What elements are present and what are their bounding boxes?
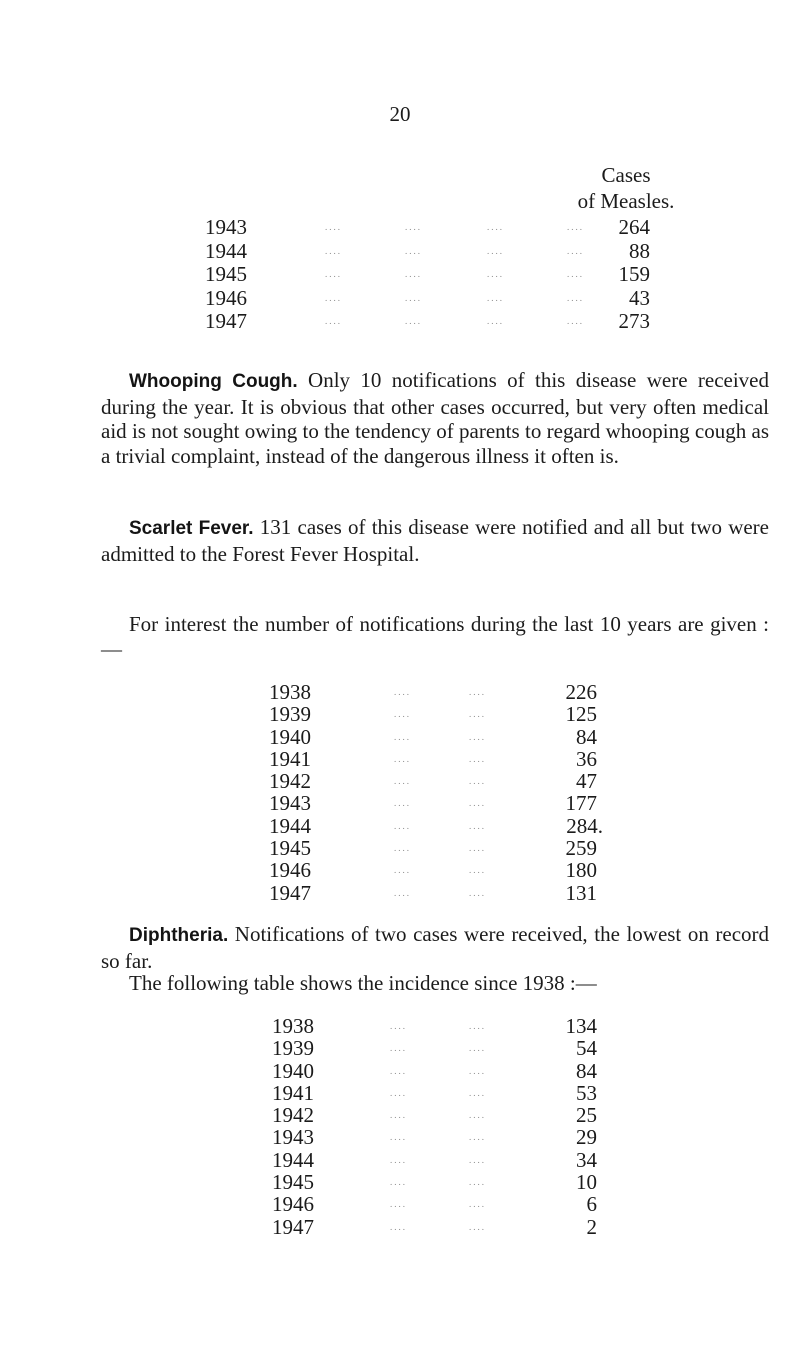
diphtheria-text: Notifications of two cases were received, the lowest on record so far. [101,922,770,973]
row-year: 1946 [272,1192,314,1217]
table-row [269,703,597,725]
table-row [269,681,597,703]
leader-dots: .... [469,1154,486,1165]
row-value: 259 [565,836,597,861]
diphtheria-paragraph [101,922,769,973]
leader-dots: .... [469,1065,486,1076]
leader-dots: .... [390,1021,407,1031]
scarlet-fever-table [269,680,603,905]
table-row [272,1015,597,1037]
leader-dots: .... [469,776,486,787]
diphtheria-heading: Diphtheria. [129,925,229,946]
leader-dots: .... [469,1199,486,1210]
row-year: 1944 [269,813,311,838]
row-value: 47 [576,769,597,794]
leader-dots: .... [567,316,584,326]
leader-dots: .... [469,1132,486,1143]
row-value: 273 [618,309,650,333]
row-year: 1945 [205,262,247,286]
row-value: 88 [629,238,650,263]
row-year: 1944 [205,238,247,263]
leader-dots: .... [567,222,584,232]
table-row [272,1060,597,1082]
row-year: 1941 [269,746,311,771]
leader-dots: .... [469,709,486,720]
row-year: 1941 [272,1080,314,1105]
leader-dots: .... [390,1221,407,1232]
row-year: 1940 [272,1058,314,1083]
leader-dots: .... [405,222,422,232]
row-value: 29 [576,1125,597,1150]
table-row [269,726,597,748]
leader-dots: .... [469,753,486,764]
row-value: 84 [576,1058,597,1083]
row-value: 84 [576,724,597,749]
table-row [205,240,650,264]
leader-dots: .... [487,222,504,232]
table-row [272,1171,597,1193]
row-value: 177 [565,791,597,816]
row-year: 1939 [272,1036,314,1061]
table-row [205,216,650,240]
leader-dots: .... [469,731,486,742]
table-row [272,1216,597,1238]
leader-dots: .... [487,269,504,279]
measles-column-header [566,162,686,214]
leader-dots: .... [487,316,504,326]
row-year: 1947 [272,1214,314,1239]
whooping-cough-heading: Whooping Cough. [129,371,298,392]
row-value: 134 [565,1014,597,1038]
row-year: 1944 [272,1147,314,1172]
leader-dots: .... [325,269,342,279]
leader-dots: .... [390,1132,407,1143]
leader-dots: .... [405,245,422,256]
leader-dots: .... [390,1110,407,1121]
leader-dots: .... [469,687,486,697]
scarlet-fever-paragraph [101,515,769,566]
leader-dots: .... [469,1087,486,1098]
row-year: 1947 [269,880,311,905]
table-row [269,792,597,814]
row-year: 1943 [272,1125,314,1150]
leader-dots: .... [469,798,486,809]
leader-dots: .... [567,245,584,256]
leader-dots: .... [469,887,486,898]
row-value: 125 [565,702,597,727]
leader-dots: .... [325,245,342,256]
table-row [272,1126,597,1148]
row-year: 1945 [269,836,311,861]
row-value: 131 [565,880,597,905]
row-value: 180 [565,858,597,883]
row-year: 1939 [269,702,311,727]
table-row [269,859,597,881]
row-year: 1943 [269,791,311,816]
table-row [272,1193,597,1215]
leader-dots: .... [394,843,411,854]
row-value: 159 [618,262,650,286]
leader-dots: .... [394,865,411,876]
leader-dots: .... [469,843,486,854]
row-value: 6 [586,1192,597,1217]
leader-dots: .... [394,753,411,764]
leader-dots: .... [487,245,504,256]
table-row [269,748,597,770]
leader-dots: .... [469,820,486,831]
row-value: 54 [576,1036,597,1061]
leader-dots: .... [394,798,411,809]
leader-dots: .... [469,1043,486,1054]
table-row [272,1082,597,1104]
leader-dots: .... [405,316,422,326]
leader-dots: .... [405,269,422,279]
leader-dots: .... [390,1154,407,1165]
table-row [272,1104,597,1126]
leader-dots: .... [469,1110,486,1121]
whooping-cough-text: Only 10 notifications of this disease were received during the year. It is obvious that other cases occurred, but very often medical aid is not sought owing to the tendency of parents to regard whooping cough as a trivial complaint, instead of the dangerous illness it often is. [101,368,769,468]
row-value: 284. [566,813,603,838]
measles-header-line2: of Measles. [577,189,675,213]
table-row [269,813,603,838]
row-year: 1945 [272,1170,314,1195]
leader-dots: .... [390,1087,407,1098]
leader-dots: .... [567,269,584,279]
leader-dots: .... [394,709,411,720]
row-year: 1946 [269,858,311,883]
row-value: 226 [565,680,597,704]
table-row [272,1037,597,1059]
row-value: 34 [576,1147,597,1172]
leader-dots: .... [390,1043,407,1054]
table-row [269,770,597,792]
leader-dots: .... [394,887,411,898]
leader-dots: .... [469,1177,486,1188]
row-value: 36 [576,746,597,771]
leader-dots: .... [325,316,342,326]
table-row [269,837,597,859]
leader-dots: .... [469,1221,486,1232]
leader-dots: .... [325,222,342,232]
row-year: 1938 [269,680,311,704]
scarlet-fever-intro: For interest the number of notifications during the last 10 years are given :— [101,612,769,661]
row-value: 10 [576,1170,597,1195]
leader-dots: .... [469,1021,486,1031]
table-row [205,310,650,334]
row-year: 1943 [205,215,247,239]
table-row [205,287,650,311]
scarlet-fever-text: 131 cases of this disease were notified and all but two were admitted to the Forest Fever Hospital. [101,515,769,566]
row-year: 1942 [272,1103,314,1128]
row-year: 1947 [205,309,247,333]
leader-dots: .... [405,292,422,303]
row-year: 1940 [269,724,311,749]
row-value: 25 [576,1103,597,1128]
leader-dots: .... [394,820,411,831]
row-year: 1946 [205,285,247,310]
whooping-cough-paragraph [101,368,769,468]
leader-dots: .... [394,776,411,787]
leader-dots: .... [390,1065,407,1076]
leader-dots: .... [394,687,411,697]
page-number: 20 [389,102,411,126]
scarlet-fever-heading: Scarlet Fever. [129,518,254,539]
measles-table [205,216,650,334]
leader-dots: .... [567,292,584,303]
table-row [272,1149,597,1171]
row-value: 53 [576,1080,597,1105]
table-row [205,263,650,287]
row-year: 1942 [269,769,311,794]
leader-dots: .... [394,731,411,742]
row-year: 1938 [272,1014,314,1038]
row-value: 43 [629,285,650,310]
diphtheria-intro: The following table shows the incidence since 1938 :— [129,971,597,995]
row-value: 264 [618,215,650,239]
leader-dots: .... [469,865,486,876]
row-value: 2 [586,1214,597,1239]
measles-header-line1: Cases [601,163,651,187]
leader-dots: .... [390,1177,407,1188]
leader-dots: .... [325,292,342,303]
leader-dots: .... [487,292,504,303]
leader-dots: .... [390,1199,407,1210]
table-row [269,882,597,904]
diphtheria-table [272,1015,597,1238]
